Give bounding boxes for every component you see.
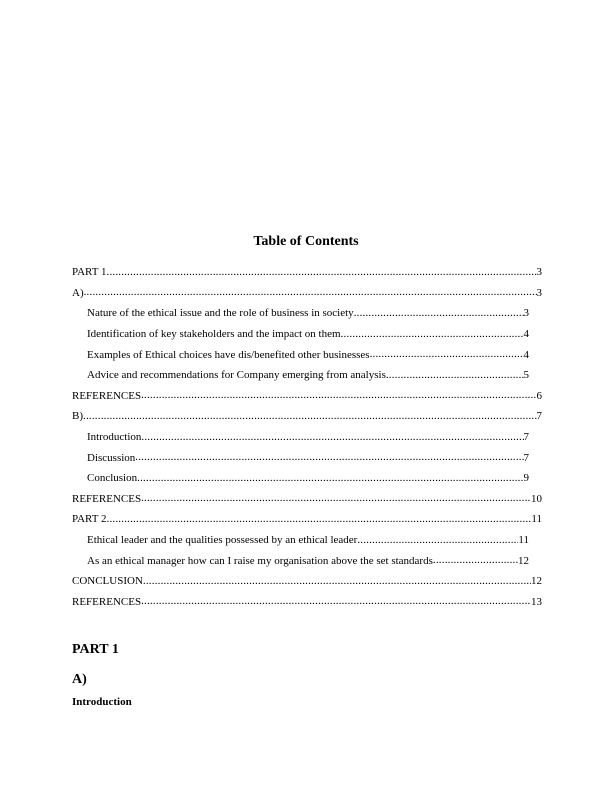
toc-entry-part-2[interactable] <box>72 509 542 530</box>
toc-entry-page: 3 <box>523 307 529 320</box>
toc-entry-page: 7 <box>523 451 529 464</box>
toc-entry-ethical-choices[interactable] <box>72 344 529 365</box>
toc-entry-discussion[interactable] <box>72 447 529 468</box>
toc-leader <box>357 534 518 547</box>
toc-leader <box>341 328 524 341</box>
toc-leader <box>370 348 524 361</box>
toc-entry-references-1[interactable] <box>72 386 542 407</box>
toc-entry-key-stakeholders[interactable] <box>72 324 529 345</box>
toc-entry-page: 9 <box>523 472 529 485</box>
toc-entry-label: Discussion <box>87 451 136 464</box>
toc-entry-label: REFERENCES <box>72 595 142 608</box>
toc-leader <box>137 472 523 485</box>
toc-entry-page: 3 <box>536 286 542 299</box>
toc-entry-advice-recommendations[interactable] <box>72 365 529 386</box>
toc-entry-label: Identification of key stakeholders and the impact on them <box>87 328 341 341</box>
toc-entry-ethical-manager[interactable] <box>72 550 529 571</box>
toc-entry-page: 11 <box>518 534 529 547</box>
toc-entry-ethical-leader[interactable] <box>72 530 529 551</box>
toc-entry-page: 6 <box>536 389 542 402</box>
toc-leader <box>141 492 531 505</box>
toc-entry-a[interactable] <box>72 283 542 304</box>
toc-entry-label: Introduction <box>87 431 142 444</box>
toc-leader <box>107 266 537 279</box>
toc-entry-label: Examples of Ethical choices have dis/benefited other businesses <box>87 348 370 361</box>
toc-entry-page: 4 <box>523 328 529 341</box>
toc-entry-label: CONCLUSION <box>72 575 143 588</box>
toc-entry-label: Advice and recommendations for Company emerging from analysis <box>87 369 386 382</box>
toc-entry-references-2[interactable] <box>72 489 542 510</box>
toc-leader <box>135 451 523 464</box>
toc-leader <box>84 286 537 299</box>
toc-leader <box>107 513 532 526</box>
toc-entry-page: 7 <box>536 410 542 423</box>
subsection-heading: Introduction <box>72 696 132 708</box>
toc-title: Table of Contents <box>253 234 359 249</box>
toc-entry-page: 10 <box>531 492 542 505</box>
toc-entry-label: REFERENCES <box>72 389 142 402</box>
toc-entry-b[interactable] <box>72 406 542 427</box>
toc-entry-page: 12 <box>531 575 542 588</box>
toc-leader <box>83 410 537 423</box>
toc-entry-label: REFERENCES <box>72 492 142 505</box>
toc-leader <box>141 431 523 444</box>
toc-entry-page: 5 <box>523 369 529 382</box>
table-of-contents <box>72 262 542 612</box>
toc-leader <box>386 369 524 382</box>
toc-entry-label: PART 2 <box>72 513 107 526</box>
toc-entry-conclusion[interactable] <box>72 468 529 489</box>
toc-entry-label: A) <box>72 286 84 299</box>
section-heading: A) <box>72 672 87 687</box>
toc-entry-page: 11 <box>531 513 542 526</box>
toc-entry-label: Conclusion <box>87 472 138 485</box>
toc-entry-introduction[interactable] <box>72 427 529 448</box>
toc-entry-label: Ethical leader and the qualities possessed by an ethical leader <box>87 534 358 547</box>
toc-entry-page: 7 <box>523 431 529 444</box>
toc-entry-references-3[interactable] <box>72 592 542 613</box>
toc-leader <box>141 595 531 608</box>
toc-entry-page: 4 <box>523 348 529 361</box>
toc-entry-nature-of-ethical-issue[interactable] <box>72 303 529 324</box>
toc-entry-page: 13 <box>531 595 542 608</box>
part-heading: PART 1 <box>72 642 119 657</box>
toc-entry-label: B) <box>72 410 83 423</box>
toc-entry-page: 12 <box>518 554 529 567</box>
toc-leader <box>141 389 536 402</box>
toc-entry-page: 3 <box>536 266 542 279</box>
toc-leader <box>143 575 531 588</box>
toc-leader <box>433 554 518 567</box>
toc-entry-label: Nature of the ethical issue and the role of business in society <box>87 307 354 320</box>
toc-entry-label: As an ethical manager how can I raise my organisation above the set standards <box>87 554 433 567</box>
toc-entry-part-1[interactable] <box>72 262 542 283</box>
toc-entry-conclusion-main[interactable] <box>72 571 542 592</box>
toc-leader <box>354 307 524 320</box>
toc-entry-label: PART 1 <box>72 266 107 279</box>
